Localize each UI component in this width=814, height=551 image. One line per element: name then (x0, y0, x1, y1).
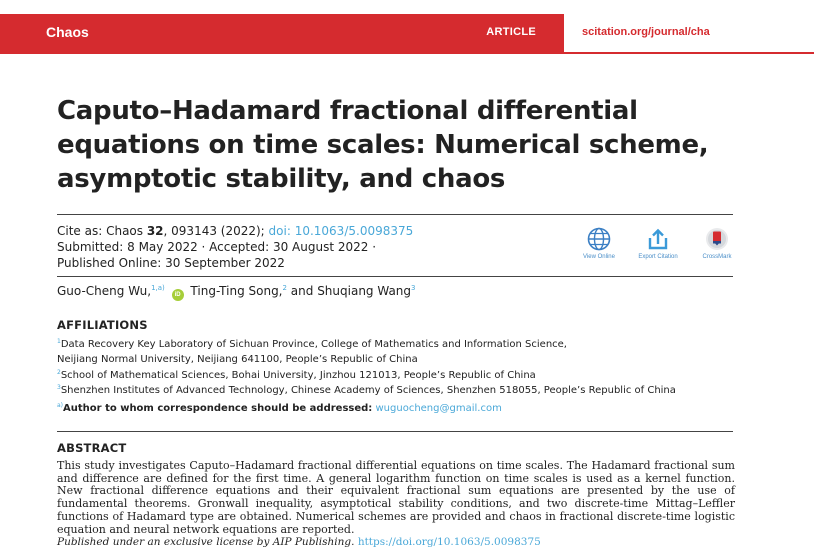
title-line: Caputo–Hadamard fractional differential (57, 96, 638, 126)
affiliation-text: Shenzhen Institutes of Advanced Technology, Chinese Academy of Sciences, Shenzhen 518055, People’s Republic of China (60, 384, 676, 396)
abstract-heading: ABSTRACT (57, 441, 127, 455)
correspondence-sup: a) (57, 402, 64, 409)
cite-prefix: Cite as: Chaos (57, 224, 147, 238)
affiliation-item (57, 367, 676, 382)
affiliation-item (57, 382, 676, 397)
article-label: ARTICLE (486, 26, 536, 38)
dates-line: Published Online: 30 September 2022 (57, 256, 285, 270)
affiliations-heading: AFFILIATIONS (57, 318, 148, 332)
affiliation-text: Neijiang Normal University, Neijiang 641100, People’s Republic of China (57, 354, 418, 366)
license-line (57, 536, 541, 548)
correspondence-line (57, 402, 502, 414)
export-citation-label: Export Citation (638, 254, 678, 260)
license-text: Published under an exclusive license by AIP Publishing. (57, 536, 358, 548)
affiliation-sup: 2 (57, 368, 61, 376)
author-affil-sup[interactable]: 1,a) (151, 284, 165, 292)
author-affil-sup[interactable]: 2 (282, 284, 287, 292)
affiliation-text: Data Recovery Key Laboratory of Sichuan Province, College of Mathematics and Information Science, (60, 339, 567, 350)
correspondence-label: Author to whom correspondence should be addressed: (63, 403, 373, 414)
paper-title (57, 94, 737, 196)
author-name[interactable]: and Shuqiang Wang (290, 284, 412, 298)
affiliation-sup: 1 (57, 338, 61, 345)
divider (57, 214, 733, 215)
doi-link[interactable]: doi: 10.1063/5.0098375 (268, 224, 414, 238)
export-citation-button[interactable] (628, 227, 688, 260)
orcid-icon[interactable]: iD (172, 289, 184, 301)
cite-volume: 32 (146, 224, 164, 238)
author-name[interactable]: Ting-Ting Song, (190, 284, 283, 298)
citation-block (57, 223, 413, 271)
abstract-text: This study investigates Caputo–Hadamard fractional differential equations on time scales. The Hadamard fractional sum and difference are defined for the first time. A general logarithm function on time scales is used as a kernel function. New fractional difference equations and their equivalent fractional sum equations are presented by the use of fundamental theorems. Gronwall inequality, asymptotical stability conditions, and two discrete-time Mittag–Leffler functions of Hadamard type are obtained. Numerical schemes are provided and chaos in fractional discrete-time logistic equation and neural network equations are reported. (57, 459, 735, 536)
crossmark-button[interactable] (687, 227, 747, 260)
journal-url-box[interactable] (562, 14, 814, 54)
author-list (57, 284, 416, 301)
journal-header-bar (0, 14, 814, 54)
cite-line (57, 223, 413, 239)
export-icon (646, 227, 670, 251)
view-online-button[interactable] (569, 227, 629, 260)
affiliations-list (57, 336, 676, 397)
journal-url-link[interactable]: scitation.org/journal/cha (582, 26, 710, 38)
dates-line: Submitted: 8 May 2022 · Accepted: 30 August 2022 · (57, 240, 377, 254)
affiliation-item (57, 351, 676, 366)
email-link[interactable]: wuguocheng@gmail.com (375, 403, 502, 414)
author-affil-sup[interactable]: 3 (411, 284, 416, 292)
view-online-label: View Online (583, 254, 615, 260)
crossmark-icon (705, 227, 729, 251)
globe-icon (587, 227, 611, 251)
affiliation-sup: 3 (57, 383, 61, 391)
license-doi-link[interactable]: https://doi.org/10.1063/5.0098375 (357, 536, 541, 548)
author-name[interactable]: Guo-Cheng Wu, (57, 284, 152, 298)
cite-pages: , 093143 (2022); (163, 224, 269, 238)
title-line: equations on time scales: Numerical scheme, (57, 130, 709, 160)
affiliation-text: School of Mathematical Sciences, Bohai University, Jinzhou 121013, People’s Republic of China (60, 369, 536, 381)
journal-name[interactable]: Chaos (46, 24, 89, 40)
crossmark-label: CrossMark (702, 254, 732, 260)
divider (57, 431, 733, 432)
affiliation-item (57, 336, 676, 351)
title-line: asymptotic stability, and chaos (57, 164, 506, 194)
divider (57, 276, 733, 277)
